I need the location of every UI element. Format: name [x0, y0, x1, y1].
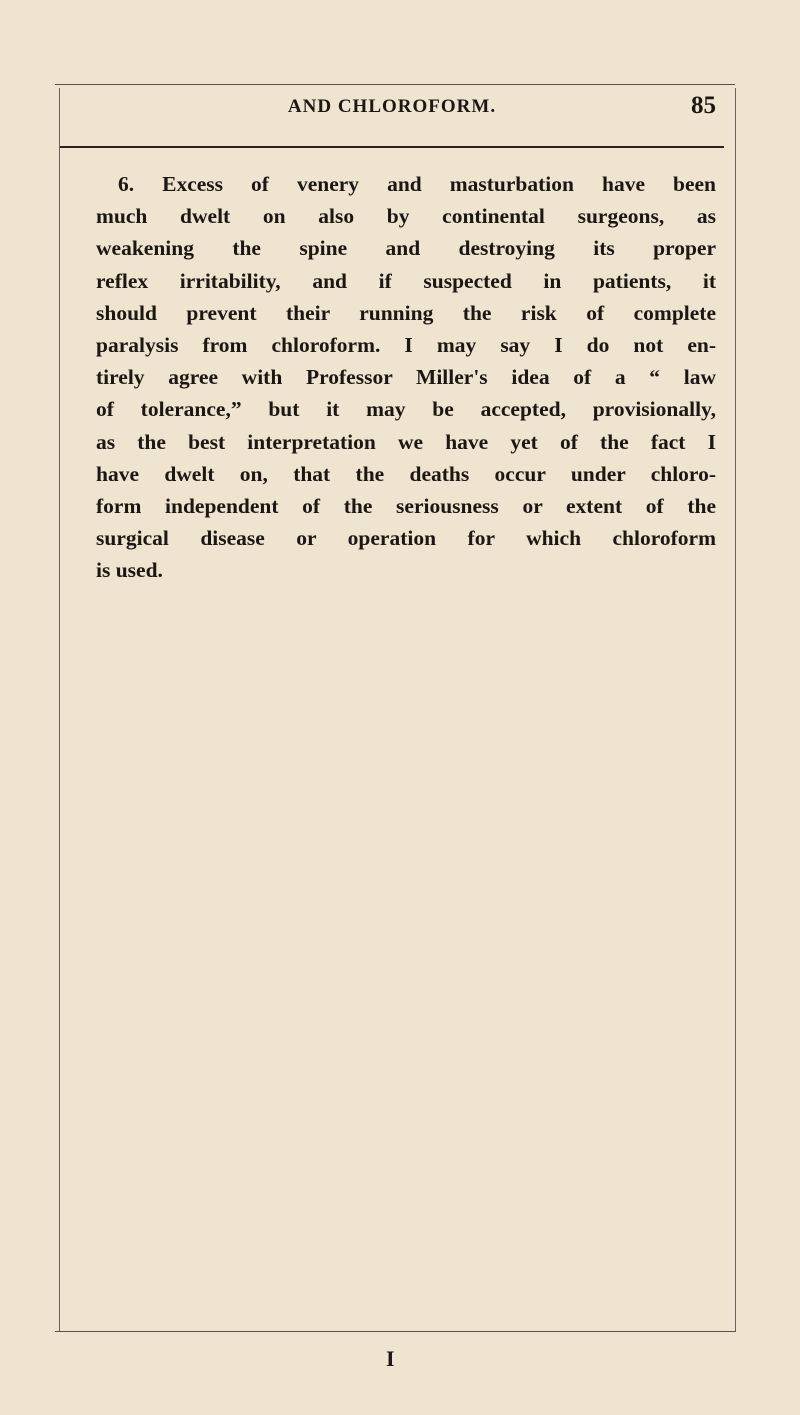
page-right-border: [735, 88, 736, 1332]
text-line: weakening the spine and destroying its proper: [96, 236, 716, 261]
text-line: have dwelt on, that the deaths occur under chloro-: [96, 461, 716, 486]
text-line: paralysis from chloroform. I may say I do not en-: [96, 333, 716, 358]
signature-mark: I: [386, 1346, 395, 1371]
running-head-title: AND CHLOROFORM.: [287, 96, 497, 117]
text-line: is used.: [96, 558, 163, 583]
text-line: as the best interpretation we have yet of the fact I: [96, 429, 716, 454]
text-line: 6. Excess of venery and masturbation have been: [118, 172, 716, 196]
page-left-border: [59, 88, 60, 1332]
text-line: should prevent their running the risk of complete: [96, 300, 716, 325]
text-line: surgical disease or operation for which chloroform: [96, 526, 716, 551]
running-head: [60, 92, 724, 122]
text-line: of tolerance,” but it may be accepted, provisionally,: [96, 397, 716, 422]
text-line: form independent of the seriousness or extent of the: [96, 494, 716, 519]
page-bottom-border: [55, 1331, 735, 1332]
text-line: tirely agree with Professor Miller's idea of a “ law: [96, 365, 716, 390]
body-paragraph: [96, 168, 716, 587]
page-top-border: [55, 84, 735, 85]
text-line: much dwelt on also by continental surgeons, as: [96, 204, 716, 229]
page-number: 85: [691, 92, 716, 119]
text-line: reflex irritability, and if suspected in patients, it: [96, 268, 716, 293]
header-rule: [60, 146, 724, 148]
